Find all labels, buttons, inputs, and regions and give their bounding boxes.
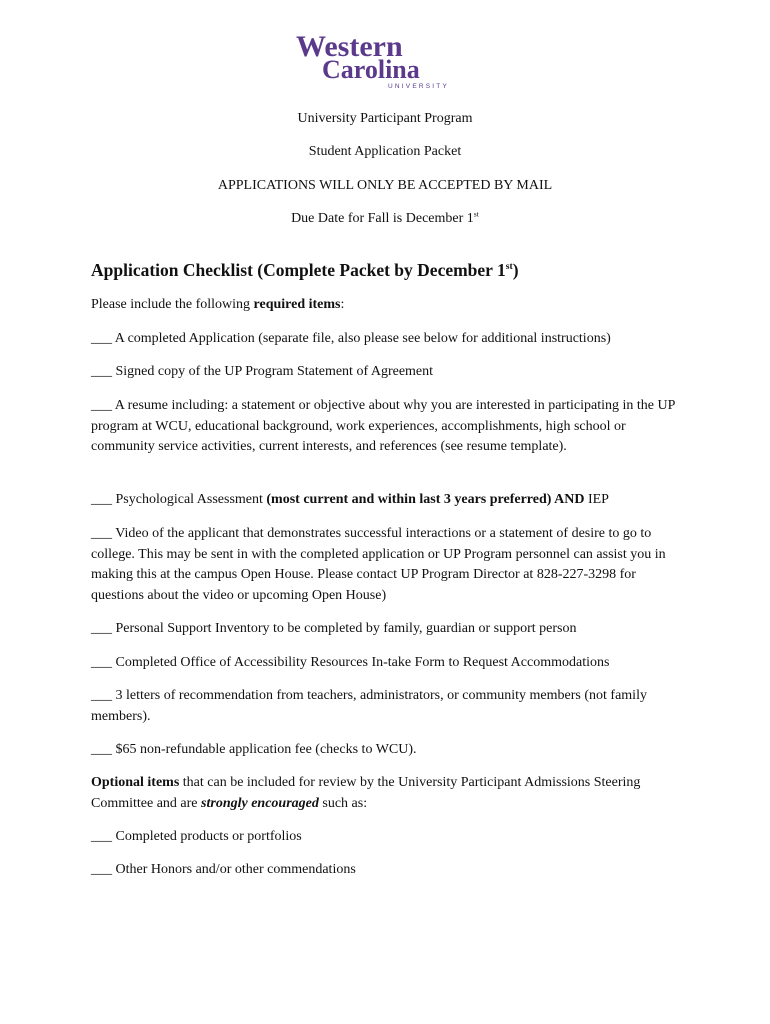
checkbox-blank: ___ — [91, 364, 112, 379]
item-text: Personal Support Inventory to be completed by family, guardian or support person — [112, 621, 577, 636]
checklist-title — [91, 259, 519, 281]
logo-line-university: UNIVERSITY — [388, 83, 450, 90]
optional-text: that can be included for review by the University Participant Admissions Steering Committee and are — [91, 775, 641, 811]
checklist-item-psych-assessment — [91, 490, 681, 511]
item-text: Completed Office of Accessibility Resources In-take Form to Request Accommodations — [112, 655, 610, 670]
checklist-item-agreement — [91, 362, 681, 383]
intro-text: Please include the following — [91, 297, 254, 312]
optional-text-end: such as: — [318, 795, 368, 811]
western-carolina-university-logo — [296, 30, 466, 90]
checklist-title-suffix: st — [505, 261, 513, 273]
optional-item-portfolios — [91, 827, 681, 848]
logo-line-western: Western — [296, 30, 403, 63]
checklist-intro — [91, 295, 681, 316]
optional-item-honors — [91, 860, 681, 881]
item-text: Completed products or portfolios — [112, 829, 302, 844]
item-text: A completed Application (separate file, also please see below for additional instructions) — [112, 331, 611, 346]
intro-required-items: required items — [253, 297, 341, 312]
item-text: Video of the applicant that demonstrates successful interactions or a statement of desire to go to college. This may be sent in with the completed application or UP Program personnel can assist you in making this at the campus Open House. Please contact UP Program Director at 828-227-3298 for questions about the video or upcoming Open House) — [91, 526, 666, 603]
checklist-item-video — [91, 524, 681, 606]
due-date-text: Due Date for Fall is December 1 — [291, 211, 474, 226]
checkbox-blank: ___ — [91, 862, 112, 877]
checklist-item-support-inventory — [91, 619, 681, 640]
item-text: $65 non-refundable application fee (checks to WCU). — [112, 742, 417, 757]
strongly-encouraged: strongly encouraged — [201, 795, 319, 811]
checkbox-blank: ___ — [91, 655, 112, 670]
item-text: Other Honors and/or other commendations — [112, 862, 356, 877]
due-date — [0, 210, 770, 228]
checkbox-blank: ___ — [91, 829, 112, 844]
checkbox-blank: ___ — [91, 621, 112, 636]
due-date-suffix: st — [473, 209, 479, 219]
checklist-item-accessibility-form — [91, 653, 681, 674]
checkbox-blank: ___ — [91, 688, 112, 703]
item-text: 3 letters of recommendation from teachers, administrators, or community members (not family members). — [91, 688, 647, 724]
item-text-end: IEP — [584, 492, 609, 507]
checkbox-blank: ___ — [91, 398, 112, 413]
checkbox-blank: ___ — [91, 526, 112, 541]
checklist-item-application — [91, 329, 681, 350]
checklist-item-resume — [91, 396, 681, 458]
item-text: Psychological Assessment — [112, 492, 267, 507]
packet-name: Student Application Packet — [308, 144, 462, 159]
program-name: University Participant Program — [297, 111, 473, 126]
intro-colon: : — [340, 297, 345, 312]
item-text: Signed copy of the UP Program Statement of Agreement — [112, 364, 434, 379]
checklist-title-text: Application Checklist (Complete Packet by December 1 — [91, 260, 506, 280]
checklist-title-end: ) — [512, 260, 519, 280]
checklist-item-fee — [91, 740, 681, 761]
checklist-item-recommendations — [91, 686, 681, 727]
logo-line-carolina: Carolina — [322, 55, 420, 84]
checkbox-blank: ___ — [91, 492, 112, 507]
optional-items-label: Optional items — [91, 775, 180, 790]
checkbox-blank: ___ — [91, 331, 112, 346]
optional-items-intro — [91, 773, 681, 814]
item-text: A resume including: a statement or objective about why you are interested in participating in the UP program at WCU, educational background, work experiences, accomplishments, high school or community service activities, current interests, and references (see resume template). — [91, 398, 675, 454]
checkbox-blank: ___ — [91, 742, 112, 757]
mail-notice: APPLICATIONS WILL ONLY BE ACCEPTED BY MAIL — [217, 178, 553, 193]
item-bold-text: (most current and within last 3 years preferred) AND — [266, 492, 585, 507]
